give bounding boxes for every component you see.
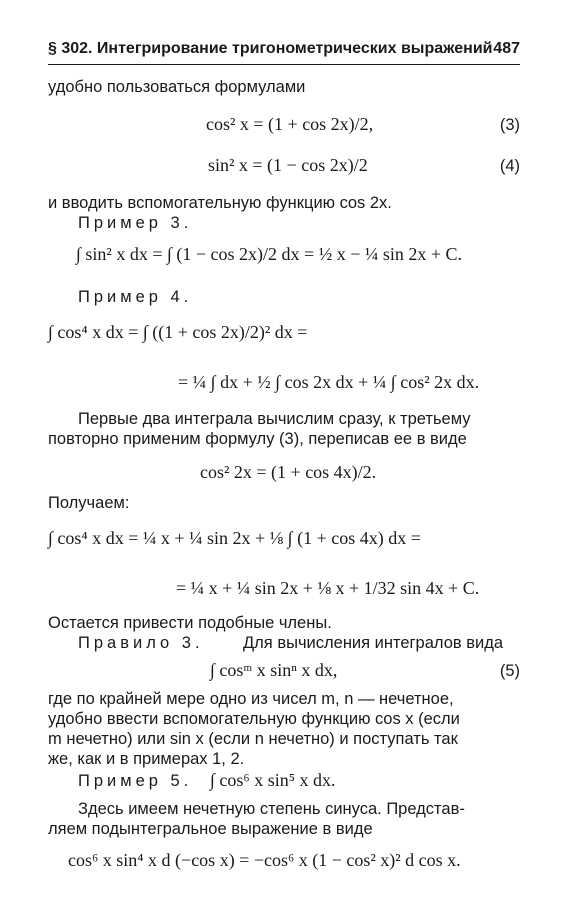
paragraph-line: ляем подынтегральное выражение в виде bbox=[48, 820, 373, 838]
running-header bbox=[48, 38, 520, 65]
equation-4: sin² x = (1 − cos 2x)/2 bbox=[208, 155, 368, 175]
equation-5: ∫ cosᵐ x sinⁿ x dx, bbox=[210, 660, 338, 680]
paragraph-line: Получаем: bbox=[48, 494, 130, 512]
paragraph-line: Остается привести подобные члены. bbox=[48, 614, 332, 632]
equation-number: (4) bbox=[499, 157, 520, 175]
example-5-integral: ∫ cos⁶ x sin⁵ x dx. bbox=[210, 770, 336, 790]
header-title: § 302. Интегрирование тригонометрических выражений bbox=[48, 40, 493, 57]
equation-3: cos² x = (1 + cos 2x)/2, bbox=[206, 114, 374, 134]
paragraph-line: где по крайней мере одно из чисел m, n — нечетное, bbox=[48, 690, 454, 708]
rule-text: Для вычисления интегралов вида bbox=[243, 634, 504, 652]
example-4-equation-line-2: = ¼ ∫ dx + ½ ∫ cos 2x dx + ¼ ∫ cos² 2x dx. bbox=[178, 372, 480, 392]
paragraph-line: Первые два интеграла вычислим сразу, к третьему bbox=[78, 410, 471, 428]
example-label: Пример 5. bbox=[78, 772, 193, 790]
paragraph-line: m нечетно) или sin x (если n нечетно) и поступать так bbox=[48, 730, 458, 748]
paragraph-line: удобно пользоваться формулами bbox=[48, 78, 306, 96]
example-label: Пример 3. bbox=[78, 214, 193, 232]
paragraph-line: повторно применим формулу (3), переписав ее в виде bbox=[48, 430, 467, 448]
paragraph-line: же, как и в примерах 1, 2. bbox=[48, 750, 245, 768]
equation-number: (5) bbox=[499, 662, 520, 680]
rule-label: Правило 3. bbox=[78, 634, 204, 652]
result-line-2: = ¼ x + ¼ sin 2x + ⅛ x + 1/32 sin 4x + C. bbox=[176, 578, 480, 598]
page-number: 487 bbox=[493, 40, 520, 57]
equation-number: (3) bbox=[499, 116, 520, 134]
equation-cos2-2x: cos² 2x = (1 + cos 4x)/2. bbox=[200, 462, 377, 482]
example-label: Пример 4. bbox=[78, 288, 193, 306]
paragraph-line: удобно ввести вспомогательную функцию cos x (если bbox=[48, 710, 460, 728]
paragraph-line: и вводить вспомогательную функцию cos 2x. bbox=[48, 194, 392, 212]
example-3-equation: ∫ sin² x dx = ∫ (1 − cos 2x)/2 dx = ½ x − ¼ sin 2x + C. bbox=[76, 244, 463, 264]
result-line-1: ∫ cos⁴ x dx = ¼ x + ¼ sin 2x + ⅛ ∫ (1 + cos 4x) dx = bbox=[48, 528, 421, 548]
example-4-equation-line-1: ∫ cos⁴ x dx = ∫ ((1 + cos 2x)/2)² dx = bbox=[48, 322, 308, 342]
paragraph-line: Здесь имеем нечетную степень синуса. Представ- bbox=[78, 800, 465, 818]
final-equation: cos⁶ x sin⁴ x d (−cos x) = −cos⁶ x (1 − cos² x)² d cos x. bbox=[68, 850, 461, 870]
